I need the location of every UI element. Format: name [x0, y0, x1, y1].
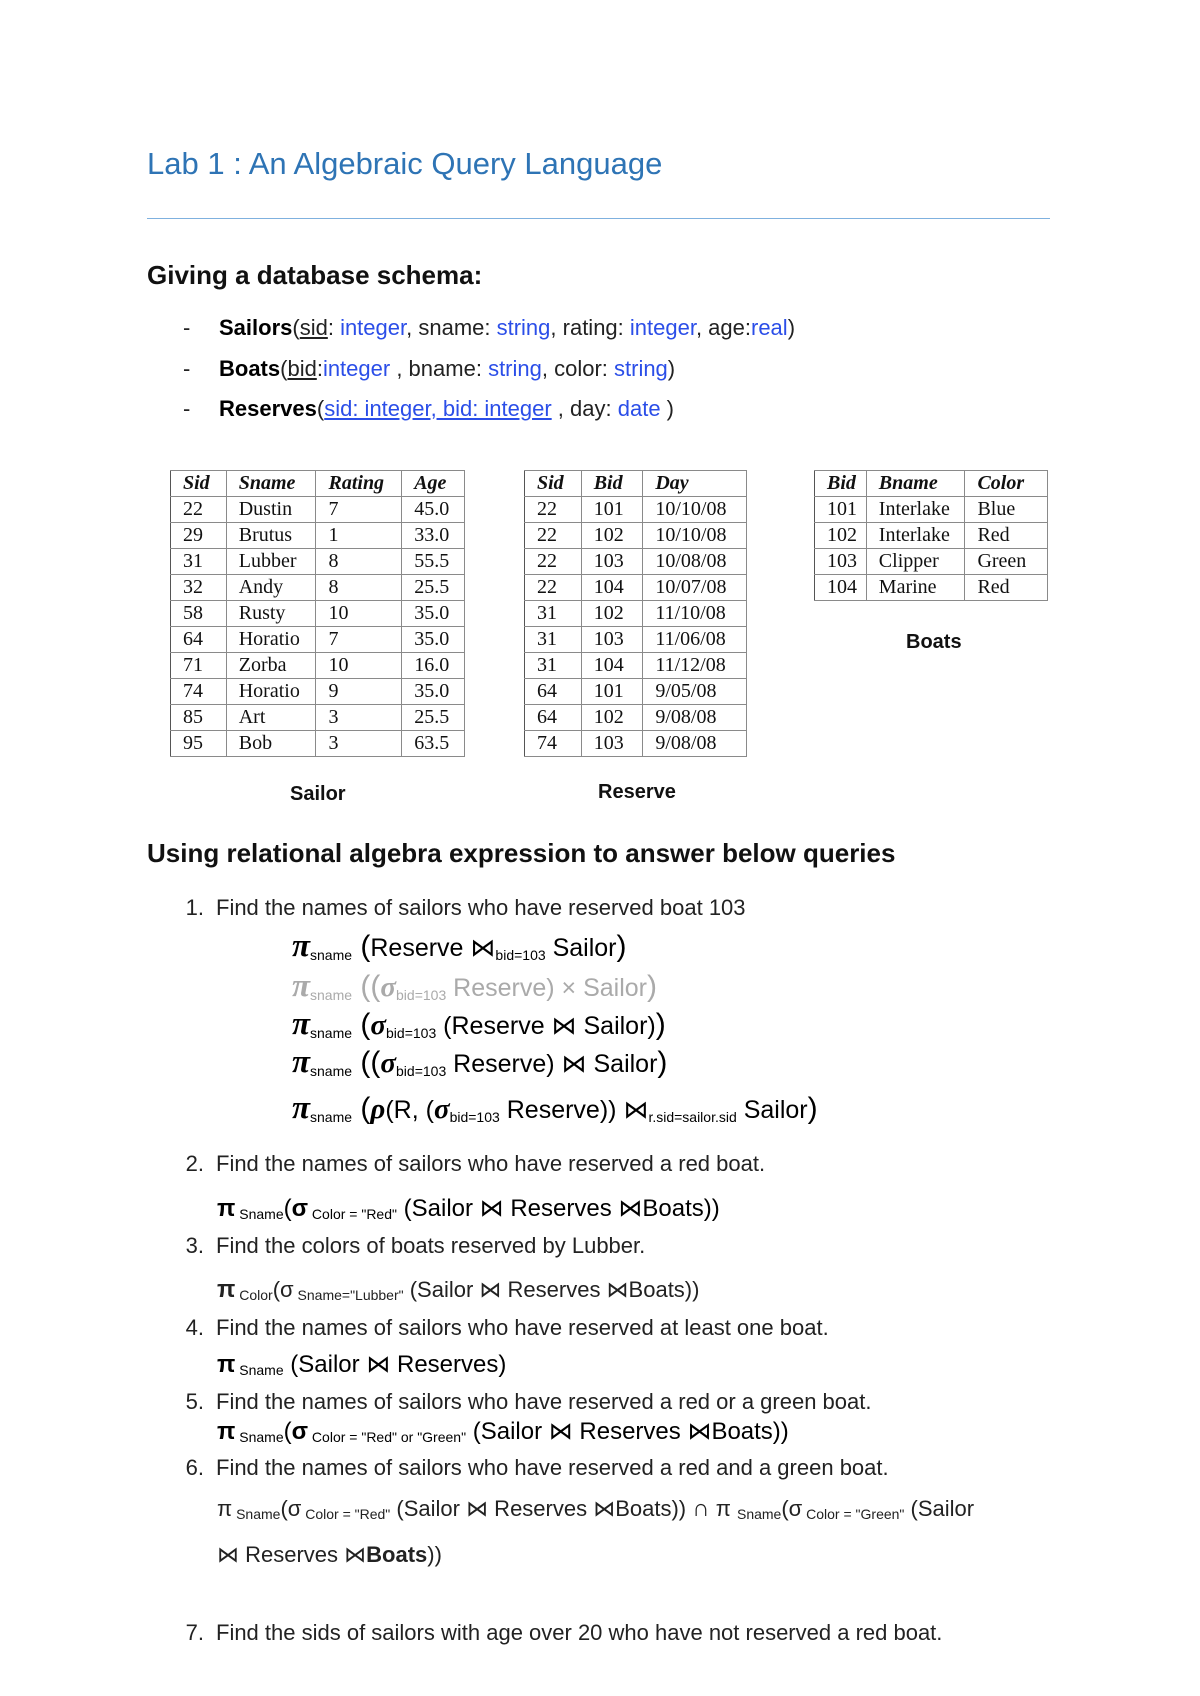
table-row	[171, 627, 465, 653]
table-cell: 35.0	[402, 601, 465, 627]
table-cell: 10	[316, 601, 402, 627]
table-cell: Red	[965, 523, 1048, 549]
table-cell: Red	[965, 575, 1048, 601]
q6-answer-line-2: ⋈ Reserves ⋈Boats))	[217, 1542, 442, 1567]
table-cell: Horatio	[226, 679, 316, 705]
table-row	[815, 523, 1048, 549]
table-cell: 103	[581, 627, 643, 653]
table-cell: Green	[965, 549, 1048, 575]
query-item-5: 5. Find the names of sailors who have reserved a red or a green boat.	[185, 1389, 872, 1414]
table-row	[171, 653, 465, 679]
q2-answer: π Sname(σ Color = "Red" (Sailor ⋈ Reserves ⋈Boats))	[217, 1195, 720, 1222]
query-item-6: 6. Find the names of sailors who have reserved a red and a green boat.	[185, 1455, 889, 1480]
reserve-table	[524, 470, 747, 757]
table-row	[525, 549, 747, 575]
relation-name: Reserves	[219, 396, 317, 421]
table-header-row	[525, 471, 747, 497]
table-cell: 102	[581, 523, 643, 549]
table-cell: 1	[316, 523, 402, 549]
table-cell: 25.5	[402, 705, 465, 731]
table-row	[525, 731, 747, 757]
table-cell: 9/08/08	[643, 731, 747, 757]
schema-reserves: - Reserves(sid: integer, bid: integer , day: date )	[183, 396, 675, 421]
query-item-2: 2. Find the names of sailors who have reserved a red boat.	[185, 1151, 766, 1176]
query-item-3: 3. Find the colors of boats reserved by Lubber.	[185, 1233, 646, 1258]
table-cell: 103	[581, 731, 643, 757]
table-header-row	[171, 471, 465, 497]
table-row	[525, 679, 747, 705]
relation-name: Sailors	[219, 315, 293, 340]
table-cell: Art	[226, 705, 316, 731]
table-cell: 55.5	[402, 549, 465, 575]
table-row	[171, 549, 465, 575]
table-cell: 71	[171, 653, 227, 679]
table-cell: 33.0	[402, 523, 465, 549]
table-cell: 8	[316, 549, 402, 575]
table-cell: 7	[316, 497, 402, 523]
q6-answer-line-1: π Sname(σ Color = "Red" (Sailor ⋈ Reserves ⋈Boats)) ∩ π Sname(σ Color = "Green" (Sailor	[217, 1495, 975, 1522]
table-cell: 103	[581, 549, 643, 575]
table-cell: 31	[525, 627, 582, 653]
table-cell: 35.0	[402, 679, 465, 705]
table-row	[525, 497, 747, 523]
table-cell: 104	[581, 653, 643, 679]
table-cell: 3	[316, 705, 402, 731]
table-cell: 102	[581, 601, 643, 627]
column-header: Sid	[171, 471, 227, 497]
column-header: Sid	[525, 471, 582, 497]
table-cell: Blue	[965, 497, 1048, 523]
table-cell: Lubber	[226, 549, 316, 575]
query-item-7: 7. Find the sids of sailors with age over 20 who have not reserved a red boat.	[185, 1620, 943, 1645]
table-cell: 74	[171, 679, 227, 705]
table-row	[171, 679, 465, 705]
q1-expression-4: $\pi_{sname}$ (($\sigma_{bid=103}$ Reserve) ⋈ Sailor)	[292, 1044, 668, 1080]
table-cell: 25.5	[402, 575, 465, 601]
query-item-4: 4. Find the names of sailors who have reserved at least one boat.	[185, 1315, 829, 1340]
table-cell: 58	[171, 601, 227, 627]
column-header: Bname	[866, 471, 965, 497]
table-header-row	[815, 471, 1048, 497]
q1-expression-2: $\pi_{sname}$ (($\sigma_{bid=103}$ Reserve) × Sailor)	[292, 968, 658, 1004]
reserve-table-caption: Reserve	[598, 781, 676, 803]
table-cell: 10	[316, 653, 402, 679]
queries-heading: Using relational algebra expression to answer below queries	[147, 838, 896, 868]
table-row	[525, 601, 747, 627]
table-row	[815, 549, 1048, 575]
table-cell: 8	[316, 575, 402, 601]
table-cell: 29	[171, 523, 227, 549]
table-row	[525, 627, 747, 653]
table-cell: Marine	[866, 575, 965, 601]
table-cell: 7	[316, 627, 402, 653]
table-cell: Zorba	[226, 653, 316, 679]
q5-answer: π Sname(σ Color = "Red" or "Green" (Sailor ⋈ Reserves ⋈Boats))	[217, 1418, 789, 1445]
table-row	[171, 601, 465, 627]
title-divider	[147, 218, 1050, 219]
table-cell: 103	[815, 549, 867, 575]
schema-heading: Giving a database schema:	[147, 260, 483, 290]
column-header: Rating	[316, 471, 402, 497]
table-cell: Rusty	[226, 601, 316, 627]
q4-answer: π Sname (Sailor ⋈ Reserves)	[217, 1351, 507, 1378]
table-cell: 104	[581, 575, 643, 601]
table-row	[815, 575, 1048, 601]
table-cell: 22	[525, 549, 582, 575]
table-cell: 22	[525, 497, 582, 523]
table-cell: 63.5	[402, 731, 465, 757]
column-header: Age	[402, 471, 465, 497]
table-cell: 22	[525, 523, 582, 549]
boats-table	[814, 470, 1048, 601]
table-cell: 74	[525, 731, 582, 757]
q3-answer: π Color(σ Sname="Lubber" (Sailor ⋈ Reserves ⋈Boats))	[217, 1276, 700, 1303]
table-cell: Interlake	[866, 497, 965, 523]
column-header: Color	[965, 471, 1048, 497]
table-cell: Interlake	[866, 523, 965, 549]
table-cell: Brutus	[226, 523, 316, 549]
table-cell: 3	[316, 731, 402, 757]
table-cell: 31	[525, 653, 582, 679]
table-cell: 9/05/08	[643, 679, 747, 705]
table-cell: 11/10/08	[643, 601, 747, 627]
table-cell: 45.0	[402, 497, 465, 523]
bullet-dash: -	[183, 396, 191, 421]
table-cell: Bob	[226, 731, 316, 757]
table-cell: 104	[815, 575, 867, 601]
table-cell: 10/10/08	[643, 523, 747, 549]
table-row	[525, 523, 747, 549]
table-cell: 31	[525, 601, 582, 627]
table-cell: 10/07/08	[643, 575, 747, 601]
table-cell: 101	[581, 497, 643, 523]
table-cell: 64	[525, 679, 582, 705]
table-cell: Andy	[226, 575, 316, 601]
table-cell: 32	[171, 575, 227, 601]
table-row	[171, 575, 465, 601]
bullet-dash: -	[183, 315, 191, 340]
table-cell: Horatio	[226, 627, 316, 653]
table-cell: 9/08/08	[643, 705, 747, 731]
sailor-table-caption: Sailor	[290, 783, 346, 805]
column-header: Sname	[226, 471, 316, 497]
q1-expression-5: $\pi_{sname}$ (ρ(R, ($\sigma_{bid=103}$ Reserve)) $⋈_{r.sid=sailor.sid}$ Sailor)	[292, 1090, 818, 1126]
table-cell: 35.0	[402, 627, 465, 653]
page-title: Lab 1 : An Algebraic Query Language	[147, 146, 663, 181]
table-row	[171, 705, 465, 731]
schema-sailors: - Sailors(sid: integer, sname: string, rating: integer, age:real)	[183, 315, 796, 340]
table-cell: 22	[171, 497, 227, 523]
table-row	[171, 497, 465, 523]
table-cell: 101	[815, 497, 867, 523]
table-cell: 95	[171, 731, 227, 757]
q1-expression-3: $\pi_{sname}$ ($\sigma_{bid=103}$ (Reserve ⋈ Sailor))	[292, 1006, 666, 1042]
table-cell: 10/10/08	[643, 497, 747, 523]
table-cell: 85	[171, 705, 227, 731]
column-header: Day	[643, 471, 747, 497]
column-header: Bid	[581, 471, 643, 497]
q1-expression-1: $\pi_{sname}$ (Reserve $⋈_{bid=103}$ Sailor)	[292, 928, 627, 964]
table-cell: 22	[525, 575, 582, 601]
relation-name: Boats	[219, 356, 281, 381]
table-row	[171, 731, 465, 757]
table-cell: Clipper	[866, 549, 965, 575]
table-row	[525, 653, 747, 679]
table-row	[525, 705, 747, 731]
table-cell: 64	[171, 627, 227, 653]
column-header: Bid	[815, 471, 867, 497]
table-row	[525, 575, 747, 601]
table-cell: 102	[581, 705, 643, 731]
query-item-1: 1. Find the names of sailors who have reserved boat 103	[185, 895, 746, 920]
table-row	[171, 523, 465, 549]
table-cell: 9	[316, 679, 402, 705]
boats-table-caption: Boats	[906, 631, 962, 653]
schema-boats: - Boats(bid:integer , bname: string, color: string)	[183, 356, 676, 381]
table-cell: Dustin	[226, 497, 316, 523]
table-row	[815, 497, 1048, 523]
table-cell: 11/06/08	[643, 627, 747, 653]
table-cell: 31	[171, 549, 227, 575]
bullet-dash: -	[183, 356, 191, 381]
table-cell: 101	[581, 679, 643, 705]
table-cell: 10/08/08	[643, 549, 747, 575]
table-cell: 102	[815, 523, 867, 549]
table-cell: 64	[525, 705, 582, 731]
sailor-table	[170, 470, 465, 757]
table-cell: 16.0	[402, 653, 465, 679]
table-cell: 11/12/08	[643, 653, 747, 679]
